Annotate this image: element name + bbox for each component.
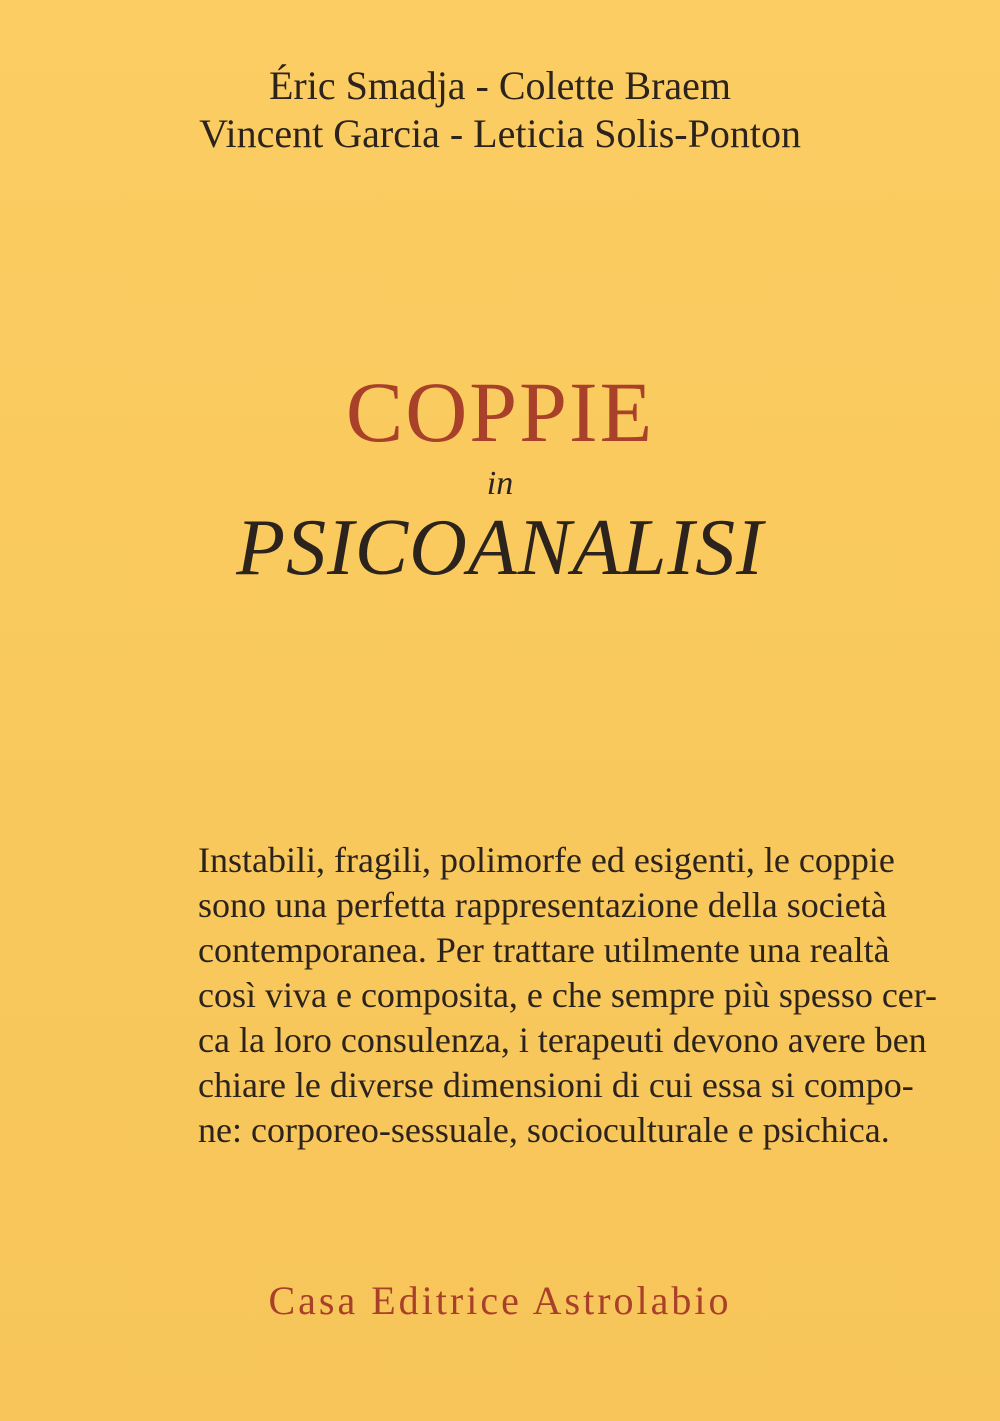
title-subject: PSICOANALISI [236, 504, 764, 592]
authors [0, 62, 1000, 158]
authors-line-1: Éric Smadja - Colette Braem [268, 63, 732, 108]
blurb-line: ca la loro consulenza, i terapeuti devono avere ben [198, 1020, 927, 1060]
cover-blurb [198, 838, 938, 1153]
blurb-line: Instabili, fragili, polimorfe ed esigenti, le coppie [198, 840, 895, 880]
title-connector: in [486, 465, 514, 502]
publisher-name: Casa Editrice Astrolabio [268, 1278, 732, 1323]
blurb-line: ne: corporeo-sessuale, socioculturale e psichica. [198, 1110, 890, 1150]
blurb-line: sono una perfetta rappresentazione della società [198, 885, 887, 925]
book-title [0, 362, 1000, 596]
blurb-line: contemporanea. Per trattare utilmente una realtà [198, 930, 890, 970]
blurb-line: così viva e composita, e che sempre più spesso cer- [198, 975, 938, 1015]
blurb-line: chiare le diverse dimensioni di cui essa si compo- [198, 1065, 914, 1105]
title-main: COPPIE [345, 364, 655, 460]
authors-line-2: Vincent Garcia - Leticia Solis-Ponton [199, 111, 801, 156]
